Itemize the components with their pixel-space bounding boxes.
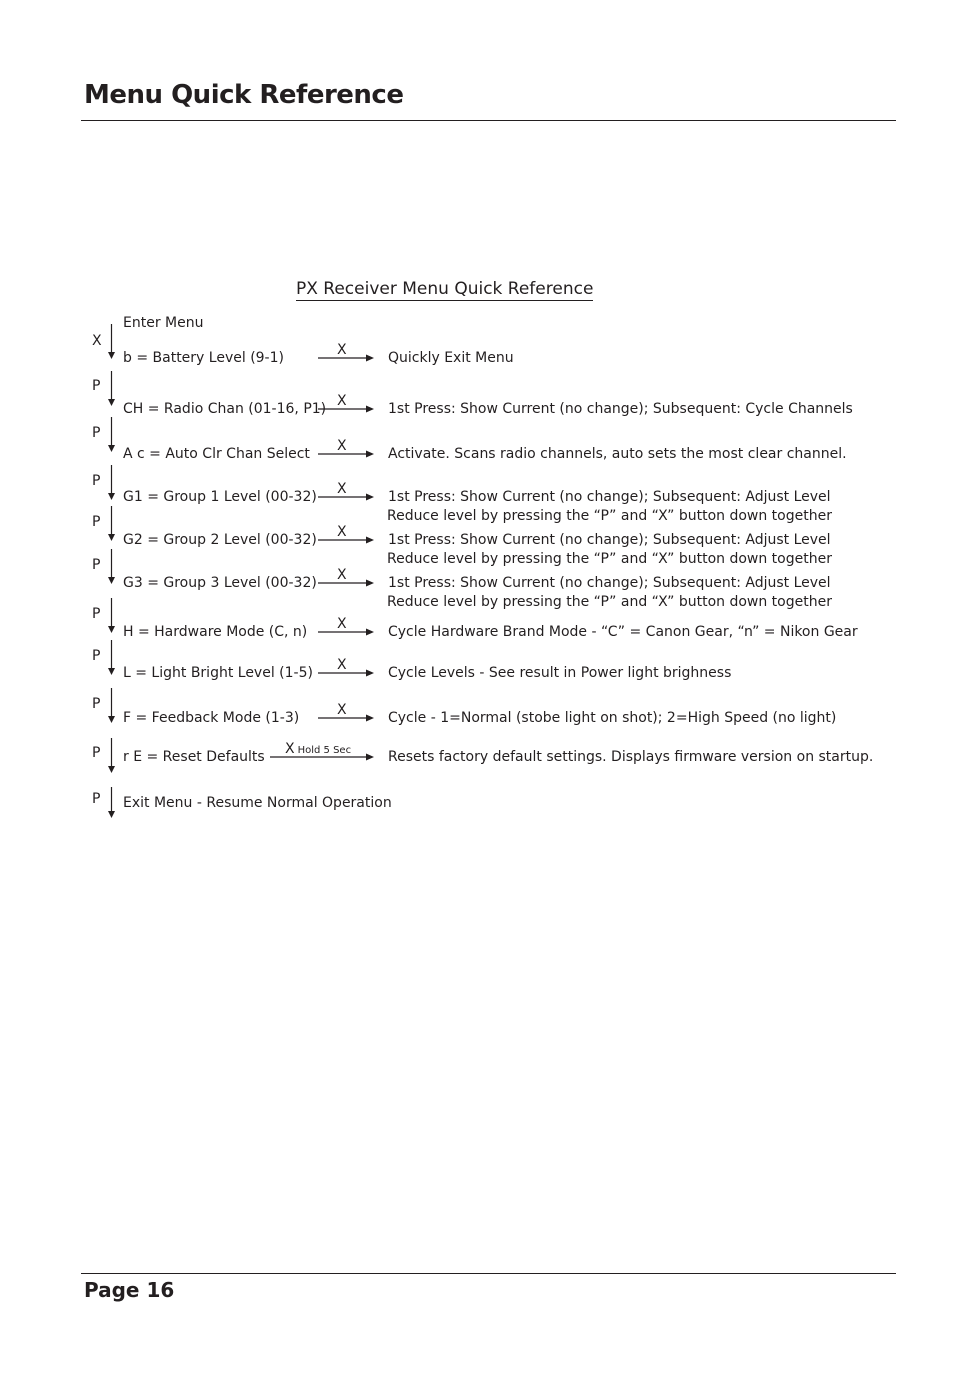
menu-item-label: G1 = Group 1 Level (00-32) [123, 489, 317, 505]
right-arrow-icon [318, 535, 374, 545]
down-arrow-icon [107, 465, 116, 501]
menu-item-label: CH = Radio Chan (01-16, P1) [123, 401, 327, 417]
action-key-letter: X [337, 438, 347, 454]
item-description-note: Reduce level by pressing the “P” and “X” button down together [387, 551, 832, 567]
action-key-letter: X [337, 481, 347, 497]
down-arrow-icon [107, 549, 116, 585]
menu-item-label: L = Light Bright Level (1-5) [123, 665, 313, 681]
action-key-letter: X [337, 702, 347, 718]
item-description: 1st Press: Show Current (no change); Subsequent: Cycle Channels [388, 401, 853, 417]
menu-item-label: r E = Reset Defaults [123, 749, 265, 765]
hold-duration-label: Hold 5 Sec [297, 745, 352, 756]
exit-menu-label: Exit Menu - Resume Normal Operation [123, 795, 392, 811]
down-arrow-icon [107, 738, 116, 774]
down-arrow-icon [107, 787, 116, 819]
nav-key: P [92, 606, 101, 622]
action-key-letter: X [337, 567, 347, 583]
down-arrow-icon [107, 598, 116, 634]
action-key-letter: X [337, 657, 347, 673]
nav-key: P [92, 514, 101, 530]
down-arrow-icon [107, 506, 116, 542]
nav-key: P [92, 696, 101, 712]
right-arrow-icon [318, 578, 374, 588]
nav-key: P [92, 473, 101, 489]
item-description: Quickly Exit Menu [388, 350, 514, 366]
item-description-note: Reduce level by pressing the “P” and “X” button down together [387, 594, 832, 610]
down-arrow-icon [107, 417, 116, 453]
item-description: Resets factory default settings. Displays firmware version on startup. [388, 749, 874, 765]
right-arrow-icon [318, 404, 374, 414]
footer-rule [81, 1273, 896, 1274]
right-arrow-icon [318, 627, 374, 637]
action-key-letter: X [337, 524, 347, 540]
item-description: 1st Press: Show Current (no change); Subsequent: Adjust Level [388, 575, 831, 591]
nav-key: P [92, 425, 101, 441]
page-title: Menu Quick Reference [84, 80, 404, 110]
menu-item-label: G3 = Group 3 Level (00-32) [123, 575, 317, 591]
page-number: Page 16 [84, 1278, 175, 1302]
enter-menu-label: Enter Menu [123, 315, 204, 331]
right-arrow-icon [270, 752, 374, 762]
menu-item-label: H = Hardware Mode (C, n) [123, 624, 308, 640]
item-description: Activate. Scans radio channels, auto sets the most clear channel. [388, 446, 847, 462]
menu-item-label: F = Feedback Mode (1-3) [123, 710, 300, 726]
action-key-letter: X [337, 342, 347, 358]
reference-title: PX Receiver Menu Quick Reference [296, 279, 594, 299]
nav-key: P [92, 648, 101, 664]
right-arrow-icon [318, 668, 374, 678]
menu-item-label: G2 = Group 2 Level (00-32) [123, 532, 317, 548]
action-key-letter: X [285, 741, 295, 757]
right-arrow-icon [318, 492, 374, 502]
nav-key: P [92, 745, 101, 761]
item-description-note: Reduce level by pressing the “P” and “X” button down together [387, 508, 832, 524]
down-arrow-icon [107, 371, 116, 407]
menu-item-label: A c = Auto Clr Chan Select [123, 446, 310, 462]
nav-key: P [92, 378, 101, 394]
action-key-letter: X [337, 616, 347, 632]
item-description: Cycle - 1=Normal (stobe light on shot); 2=High Speed (no light) [388, 710, 837, 726]
nav-key: X [92, 333, 102, 349]
down-arrow-icon [107, 324, 116, 360]
right-arrow-icon [318, 449, 374, 459]
right-arrow-icon [318, 713, 374, 723]
menu-item-label: b = Battery Level (9-1) [123, 350, 284, 366]
header-rule [81, 120, 896, 121]
item-description: Cycle Hardware Brand Mode - “C” = Canon Gear, “n” = Nikon Gear [388, 624, 858, 640]
item-description: 1st Press: Show Current (no change); Subsequent: Adjust Level [388, 489, 831, 505]
right-arrow-icon [318, 353, 374, 363]
item-description: Cycle Levels - See result in Power light brighness [388, 665, 732, 681]
exit-nav-key: P [92, 791, 101, 807]
item-description: 1st Press: Show Current (no change); Subsequent: Adjust Level [388, 532, 831, 548]
down-arrow-icon [107, 688, 116, 724]
nav-key: P [92, 557, 101, 573]
down-arrow-icon [107, 640, 116, 676]
action-key-letter: X [337, 393, 347, 409]
